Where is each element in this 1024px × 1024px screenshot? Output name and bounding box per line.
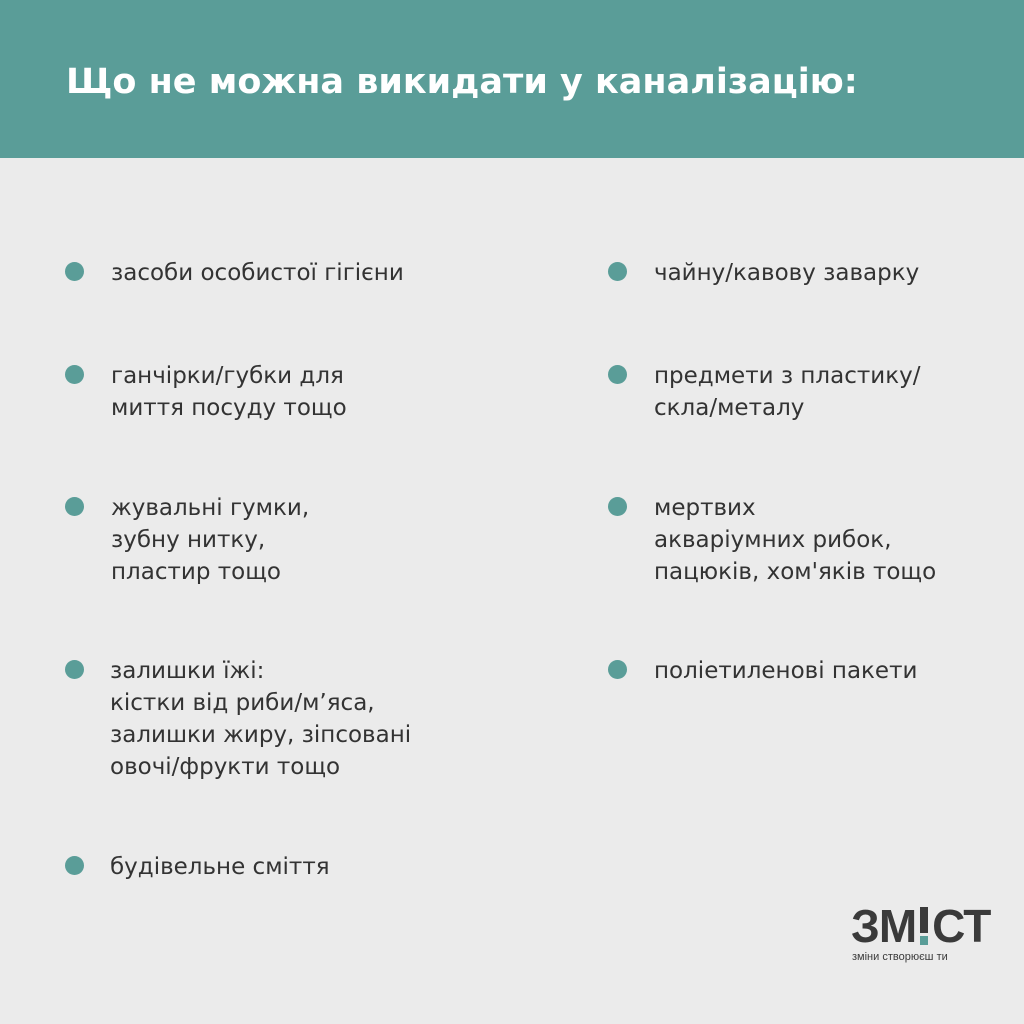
list-item bbox=[65, 655, 411, 783]
list-item bbox=[65, 492, 309, 588]
bullet-dot bbox=[608, 660, 627, 679]
brand-logo bbox=[851, 900, 991, 965]
logo-wordmark bbox=[851, 900, 991, 952]
bullet-dot bbox=[65, 660, 84, 679]
bullet-dot bbox=[65, 365, 84, 384]
list-item-label: предмети з пластику/ скла/металу bbox=[654, 363, 921, 421]
list-item bbox=[608, 492, 936, 588]
logo-word-right: СТ bbox=[932, 900, 991, 952]
logo-exclamation-icon bbox=[917, 903, 931, 949]
list-item bbox=[65, 360, 347, 424]
list-item-label: засоби особистої гігієни bbox=[111, 260, 404, 286]
list-item bbox=[65, 257, 404, 289]
list-item-label: будівельне сміття bbox=[110, 854, 330, 880]
list-item bbox=[608, 655, 917, 687]
bullet-dot bbox=[608, 365, 627, 384]
logo-word-left: ЗМ bbox=[851, 900, 917, 952]
page-title: Що не можна викидати у каналізацію: bbox=[66, 62, 858, 102]
bullet-dot bbox=[65, 856, 84, 875]
bullet-dot bbox=[65, 262, 84, 281]
header-banner bbox=[0, 0, 1024, 158]
bullet-dot bbox=[608, 262, 627, 281]
list-item bbox=[65, 851, 330, 883]
list-item bbox=[608, 360, 920, 424]
list-item-label: жувальні гумки, зубну нитку, пластир тощо bbox=[111, 495, 310, 585]
list-item-label: залишки їжі: кістки від риби/м’яса, залишки жиру, зіпсовані овочі/фрукти тощо bbox=[110, 658, 412, 780]
logo-tagline: зміни створюєш ти bbox=[852, 951, 948, 963]
list-item-label: ганчірки/губки для миття посуду тощо bbox=[111, 363, 347, 421]
list-item-label: чайну/кавову заварку bbox=[654, 260, 920, 286]
bullet-dot bbox=[608, 497, 627, 516]
list-item-label: поліетиленові пакети bbox=[654, 658, 918, 684]
bullet-dot bbox=[65, 497, 84, 516]
list-item bbox=[608, 257, 919, 289]
list-item-label: мертвих акваріумних рибок, пацюків, хом'яків тощо bbox=[654, 495, 937, 585]
